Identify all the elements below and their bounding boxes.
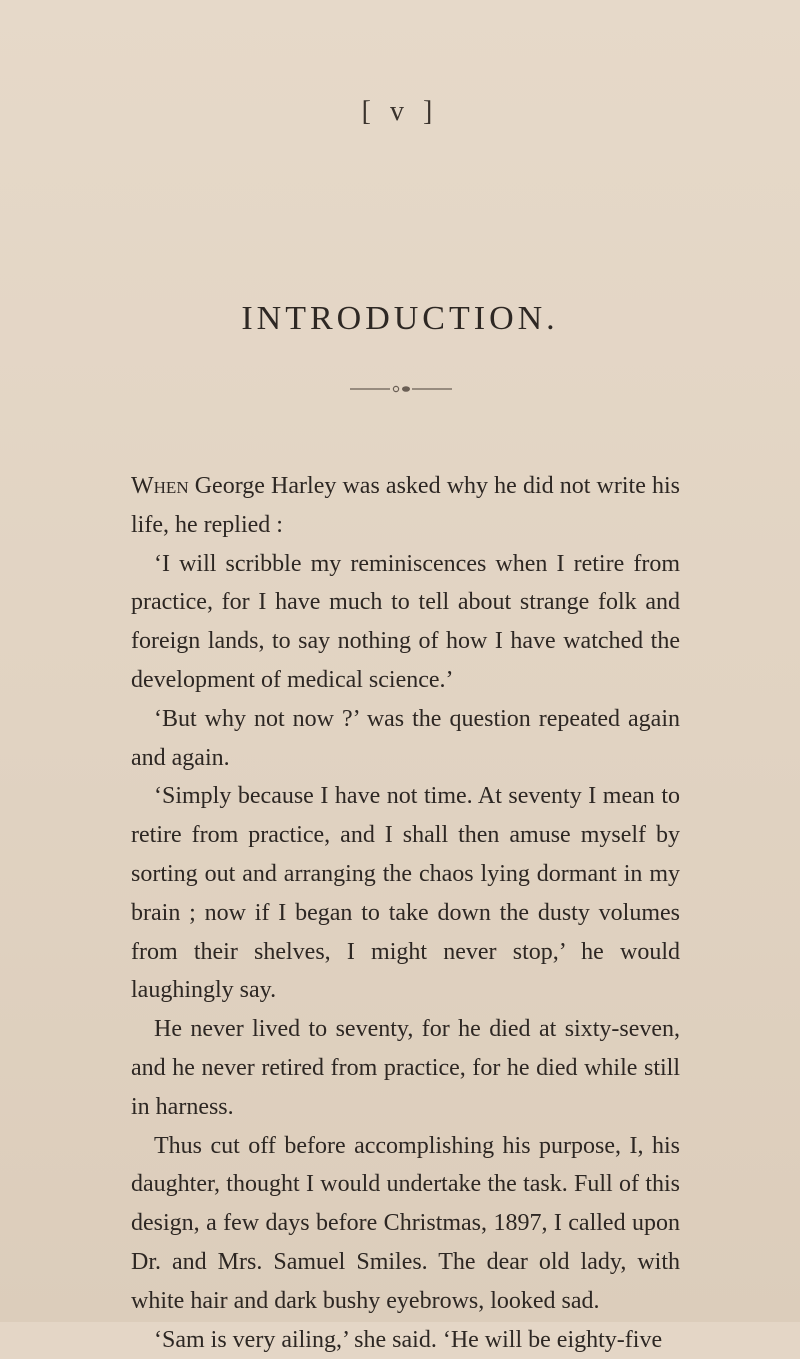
paragraph-5 bbox=[131, 1010, 680, 1126]
paragraph-text: ‘But why not now ?’ was the question repeated again and again. bbox=[131, 705, 680, 771]
paragraph-text: ‘I will scribble my reminiscences when I retire from practice, for I have much to tell about strange folk and foreign lands, to say nothing of how I have watched the development of medical science.’ bbox=[131, 550, 680, 693]
paragraph-2 bbox=[131, 545, 680, 700]
paragraph-3 bbox=[131, 700, 680, 778]
body-text bbox=[131, 467, 680, 1359]
paragraph-text: ‘Simply because I have not time. At seventy I mean to retire from practice, and I shall then amuse myself by sorting out and arranging the chaos lying dormant in my brain ; now if I began to take down the dusty volumes from their shelves, I might never stop,’ he would laughingly say. bbox=[131, 783, 680, 1004]
paragraph-7 bbox=[131, 1321, 680, 1359]
opening-word: When bbox=[131, 473, 189, 499]
paragraph-text: Thus cut off before accomplishing his purpose, I, his daughter, thought I would undertake the task. Full of this design, a few days before Christmas, 1897, I called upon Dr. and Mrs. Samuel Smiles. The dear old lady, with white hair and dark bushy eyebrows, looked sad. bbox=[131, 1132, 680, 1314]
page-number: [ v ] bbox=[361, 96, 439, 127]
paragraph-text: ‘Sam is very ailing,’ she said. ‘He will be eighty-five bbox=[154, 1326, 663, 1353]
paragraph-text: George Harley was asked why he did not write his life, he replied : bbox=[131, 473, 680, 538]
chapter-title: INTRODUCTION. bbox=[241, 300, 559, 337]
paragraph-text: He never lived to seventy, for he died at sixty-seven, and he never retired from practice, for he died while still in harness. bbox=[131, 1016, 680, 1120]
paragraph-6 bbox=[131, 1127, 680, 1321]
decorative-rule-icon bbox=[346, 383, 456, 395]
paragraph-1 bbox=[131, 467, 680, 545]
paragraph-4 bbox=[131, 777, 680, 1010]
